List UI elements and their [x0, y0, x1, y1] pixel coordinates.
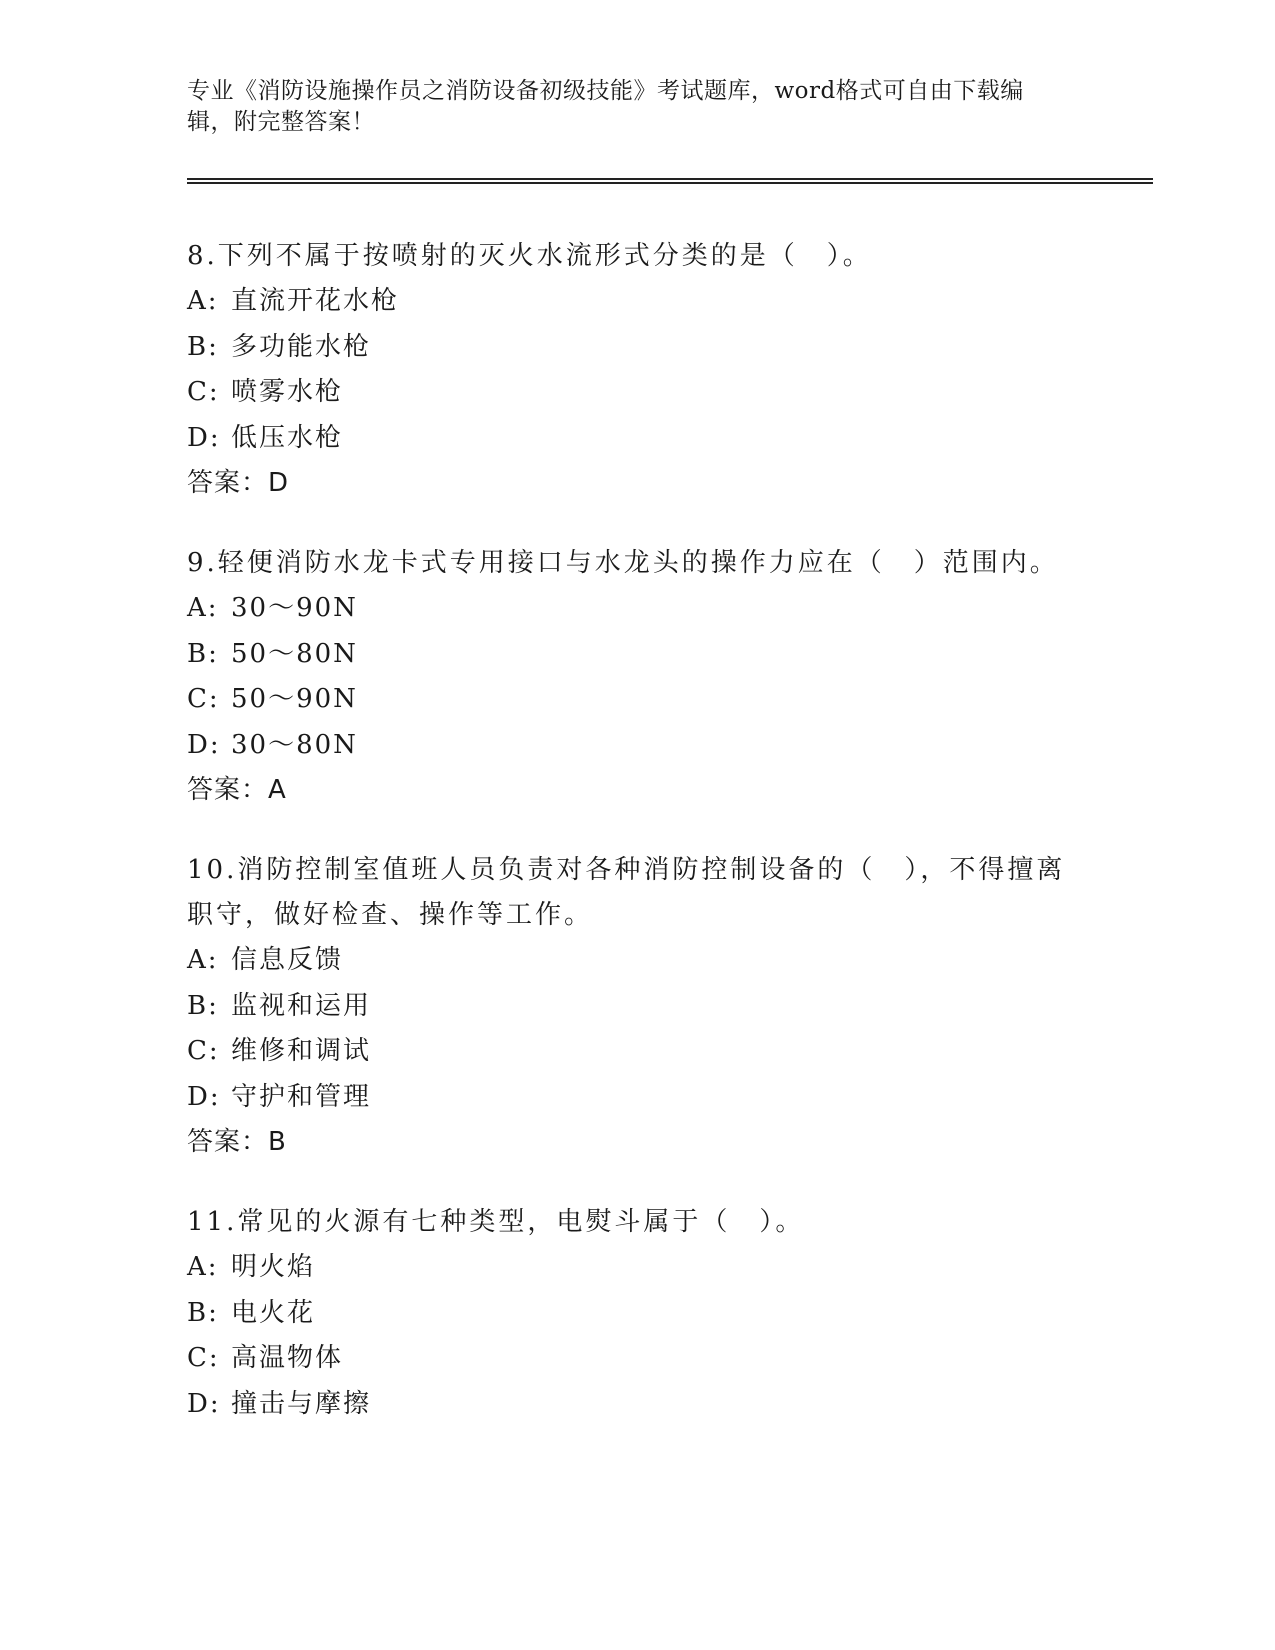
answer-line: 答案：B — [187, 1127, 287, 1157]
option-text: 撞击与摩擦 — [231, 1388, 372, 1419]
option-text: 多功能水枪 — [231, 331, 372, 362]
option-text: 守护和管理 — [231, 1081, 372, 1112]
option-d — [187, 416, 1087, 462]
option-a — [187, 586, 1087, 632]
question-11 — [187, 1200, 1087, 1427]
option-key: C: — [187, 377, 220, 407]
option-text: 50～80N — [231, 638, 358, 669]
question-9 — [187, 541, 1087, 813]
option-key: B: — [187, 1297, 219, 1328]
option-a — [187, 279, 1087, 325]
option-b — [187, 632, 1087, 678]
option-key: C: — [187, 1343, 220, 1373]
option-text: 30～90N — [231, 593, 358, 623]
answer-line: 答案：D — [187, 468, 290, 498]
option-d — [187, 1382, 1087, 1428]
question-list — [187, 234, 1087, 1462]
question-text: 10.消防控制室值班人员负责对各种消防控制设备的（ ），不得擅离职守，做好检查、操作等工作。 — [187, 855, 1066, 930]
header-divider-top — [187, 178, 1153, 180]
header-divider-bottom — [187, 182, 1153, 184]
option-text: 维修和调试 — [231, 1036, 372, 1066]
answer-line: 答案：A — [187, 775, 287, 805]
option-b — [187, 1291, 1087, 1337]
question-8 — [187, 234, 1087, 506]
option-c — [187, 1029, 1087, 1075]
option-key: D: — [187, 1081, 221, 1112]
question-10 — [187, 848, 1087, 1165]
option-key: A: — [187, 1252, 219, 1282]
option-b — [187, 325, 1087, 371]
option-c — [187, 370, 1087, 416]
option-key: A: — [187, 286, 219, 316]
document-header: 专业《消防设施操作员之消防设备初级技能》考试题库，word格式可自由下载编辑，附完整答案！ — [187, 78, 1024, 135]
option-a — [187, 938, 1087, 984]
option-b — [187, 984, 1087, 1030]
option-text: 30～80N — [231, 729, 358, 760]
option-key: A: — [187, 945, 219, 975]
option-text: 低压水枪 — [231, 422, 344, 453]
question-text: 11.常见的火源有七种类型，电熨斗属于（ ）。 — [187, 1207, 805, 1237]
option-key: C: — [187, 1036, 220, 1066]
option-key: D: — [187, 1388, 221, 1419]
option-text: 直流开花水枪 — [231, 286, 400, 316]
option-d — [187, 1075, 1087, 1121]
option-c — [187, 1336, 1087, 1382]
option-key: C: — [187, 684, 220, 714]
option-text: 50～90N — [231, 684, 358, 714]
option-key: B: — [187, 331, 219, 362]
question-text: 9.轻便消防水龙卡式专用接口与水龙头的操作力应在（ ）范围内。 — [187, 548, 1059, 578]
option-text: 明火焰 — [231, 1252, 316, 1282]
option-text: 监视和运用 — [231, 990, 372, 1021]
option-a — [187, 1245, 1087, 1291]
option-text: 电火花 — [231, 1297, 316, 1328]
option-c — [187, 677, 1087, 723]
option-key: D: — [187, 422, 221, 453]
option-text: 喷雾水枪 — [231, 377, 344, 407]
option-text: 高温物体 — [231, 1343, 344, 1373]
option-key: D: — [187, 729, 221, 760]
option-key: B: — [187, 638, 219, 669]
option-text: 信息反馈 — [231, 945, 344, 975]
option-key: B: — [187, 990, 219, 1021]
question-text: 8.下列不属于按喷射的灭火水流形式分类的是（ ）。 — [187, 241, 872, 271]
option-d — [187, 723, 1087, 769]
option-key: A: — [187, 593, 219, 623]
